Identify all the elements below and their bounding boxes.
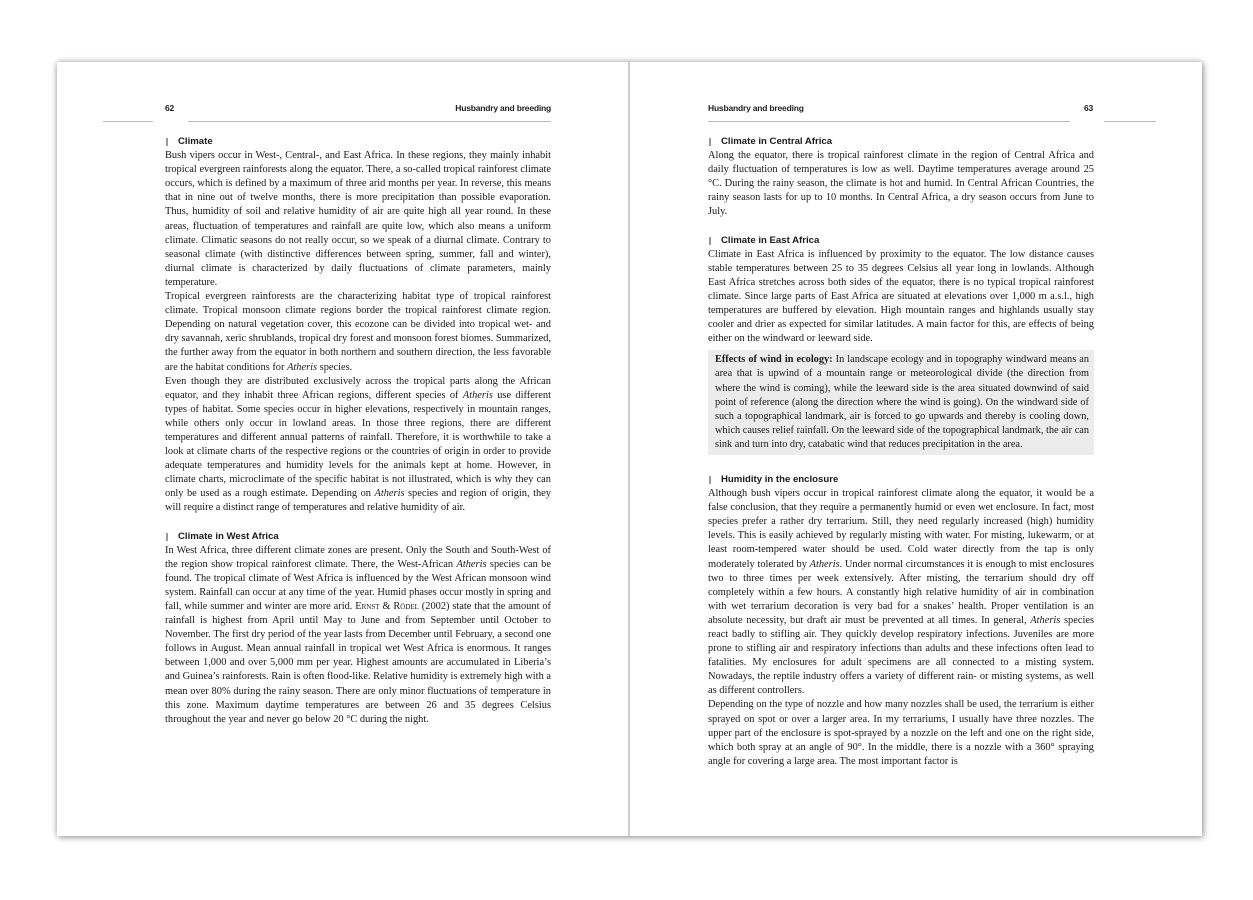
citation: Ernst & Rödel xyxy=(355,601,419,612)
section-heading: Climate in Central Africa xyxy=(708,135,1094,149)
paragraph: Depending on the type of nozzle and how many nozzles shall be used, the terrarium is either sprayed on spot or over a larger area. In my terrariums, I usually have three nozzles. The upper part of the enclosure is spot-sprayed by a nozzle on the left and one on the right side, which both spray at an angle of 90°. In the middle, there is a nozzle with a 360° spraying angle for covering a large area. The most important factor is xyxy=(708,699,1094,767)
running-head: Husbandry and breeding xyxy=(708,103,804,113)
section-heading: Humidity in the enclosure xyxy=(708,473,1094,487)
left-page-body xyxy=(165,135,551,727)
info-box-title: Effects of wind in ecology: xyxy=(715,354,833,366)
paragraph: Tropical evergreen rainforests are the characterizing habitat type of tropical rainforest climate. Tropical monsoon climate regions border the tropical rainforest climate region. Depending on natural vegetation cover, this ecozone can be divided into tropical wet- and dry savannah, xeric shrublands, tropical dry forest and monsoon forest biomes. Summarized, the further away from the equator in both northern and southern direction, the less favorable are the habitat conditions for Atheris species. xyxy=(165,291,551,373)
heading-marker xyxy=(709,476,711,484)
header-rule xyxy=(188,121,551,122)
heading-marker xyxy=(709,138,711,146)
book-spread xyxy=(57,62,1202,836)
section-heading: Climate xyxy=(165,135,551,149)
paragraph: Even though they are distributed exclusively across the tropical parts along the African equator, and they inhabit three African regions, different species of Atheris use different types of habitat. Some species occur in higher elevations, respectively in mountain ranges, while others only occur in lowland areas. In those three regions, there are different temperatures and different annual patterns of rainfall. Therefore, it is worthwhile to take a look at climate charts of the respective regions or the countries of origin in order to provide adequate temperatures and humidity levels for the animals kept at home. However, in climate charts, microclimate of the specific habitat is not illustrated, which is why they can only be used as a rough estimate. Depending on Atheris species and region of origin, they will require a distinct range of temperatures and relative humidity of air. xyxy=(165,375,551,514)
right-page-body xyxy=(708,135,1094,769)
paragraph: Along the equator, there is tropical rainforest climate in the region of Central Africa and daily fluctuation of temperatures is low as well. Daytime temperatures average around 25 °C. During the rainy season, the climate is hot and humid. In Central African Countries, the rainy season lasts for up to 10 months. In Central Africa, a dry season occurs from June to July. xyxy=(708,150,1094,218)
page-number: 62 xyxy=(165,103,175,113)
page-number: 63 xyxy=(1084,103,1094,113)
section-heading: Climate in West Africa xyxy=(165,530,551,544)
paragraph: Climate in East Africa is influenced by proximity to the equator. The low distance causes stable temperatures between 25 to 35 degrees Celsius all year long in lowlands. Although East Africa stretches across both sides of the equator, there is no typical tropical rainforest climate. Since large parts of East Africa are situated at elevations over 1,000 m a.s.l., high temperatures are buffered by elevation. High mountain ranges and highlands usually stay cooler and drier as expected for similar latitudes. A main factor for this, are effects of being either on the windward or leeward side. xyxy=(708,248,1094,345)
heading-marker xyxy=(166,533,168,541)
paragraph: In West Africa, three different climate zones are present. Only the South and South-West of the region show tropical rainforest climate. There, the West-African Atheris species can be found. The tropical climate of West Africa is influenced by the West African monsoon wind system. Rainfall can occur at any time of the year. Humid phases occur mostly in spring and fall, while summer and winter are more arid. Ernst & Rödel (2002) state that the amount of rainfall is highest from April until May to June and from September until October to November. The first dry period of the year lasts from December until February, a second one follows in August. Mean annual rainfall in tropical wet West Africa is enormous. It ranges between 1,000 and over 5,000 mm per year. Highest amounts are accumulated in Liberia’s and Guinea’s rainforests. Rain is often flood-like. Relative humidity is extremely high with a mean over 80% during the rainy season. There are only minor fluctuations of temperature in this zone. Maximum daytime temperatures are between 26 and 35 degrees Celsius throughout the year and never go below 20 °C during the night. xyxy=(165,544,551,725)
header-rule xyxy=(708,121,1070,122)
header-rule-outer xyxy=(103,121,153,122)
section-heading: Climate in East Africa xyxy=(708,234,1094,248)
header-rule-outer xyxy=(1104,121,1156,122)
paragraph: Bush vipers occur in West-, Central-, and East Africa. In these regions, they mainly inhabit tropical evergreen rainforests along the equator. There, a so-called tropical rainforest climate occurs, which is defined by a maximum of three arid months per year. In reverse, this means that in nine out of twelve months, there is more precipitation than possible evaporation. Thus, humidity of soil and relative humidity of air are quite high all year round. In these areas, fluctuation of temperatures and rainfall are quite low, which also means a uniform climate. Climatic seasons do not really occur, so we speak of a diurnal climate. Contrary to seasonal climate (with distinctive differences between spring, summer, fall and winter), diurnal climate is characterized by daily fluctuations of climate parameters, mainly temperature. xyxy=(165,150,551,288)
heading-marker xyxy=(166,138,168,146)
paragraph: Although bush vipers occur in tropical rainforest climate along the equator, it would be a false conclusion, that they require a permanently humid or even wet enclosure. In fact, most species prefer a rather dry terrarium. Still, they need regularly increased (high) humidity levels. This is easily achieved by regularly misting with water. For misting, lukewarm, or at least room-tempered water should be used. Cold water directly from the tap is only moderately tolerated by Atheris. Under normal circumstances it is enough to mist enclosures two to three times per week extensively. After misting, the terrarium should dry off completely within a few hours. A constantly high relative humidity of air in combination with wet terrarium decoration is very bad for a snakes’ health. Proper ventilation is an absolute necessity, but draft air must be prevented at all times. In general, Atheris species react badly to stifling air. They quickly develop respiratory infections. Juveniles are more prone to stifling air and respiratory infections than adults and these infections often lead to fatalities. My enclosures for adult specimens are all connected to a misting system. Nowadays, the reptile industry offers a variety of different rain- or misting systems, as well as different controllers. xyxy=(708,488,1094,697)
heading-marker xyxy=(709,237,711,245)
running-head: Husbandry and breeding xyxy=(455,103,551,113)
right-page xyxy=(630,62,1202,836)
left-page xyxy=(57,62,628,836)
info-box: Effects of wind in ecology: In landscape ecology and in topography windward means an area that is upwind of a mountain range or meteorological divide (the direction from where the wind is coming), while the leeward side is the area situated downwind of said point of reference (along the direction where the wind is going). On the windward side of such a topographical landmark, air is forced to go upwards and thereby is cooling down, which causes relief rainfall. On the leeward side of the topographical landmark, the air can sink and turn into dry, catabatic wind that reduces precipitation in the area. xyxy=(708,350,1094,455)
